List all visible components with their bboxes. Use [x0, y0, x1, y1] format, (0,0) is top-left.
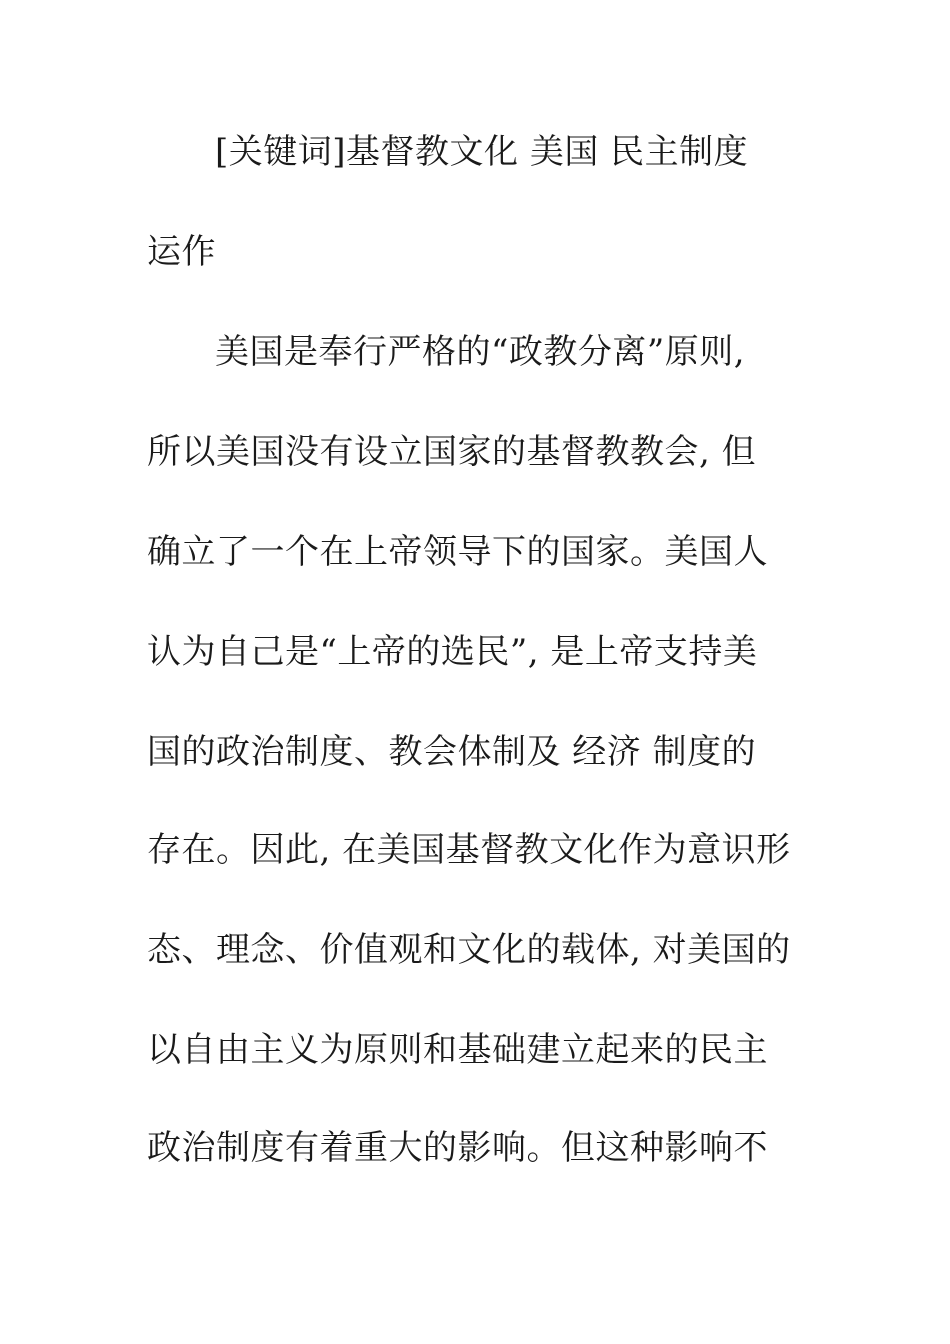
paragraph-line-6: 存在。因此, 在美国基督教文化作为意识形 [147, 830, 791, 870]
paragraph-line-1: 美国是奉行严格的“政教分离”原则, [215, 332, 746, 372]
paragraph-line-5: 国的政治制度、教会体制及 经济 制度的 [147, 732, 757, 772]
paragraph-line-7: 态、理念、价值观和文化的载体, 对美国的 [147, 930, 791, 970]
keywords-line: [关键词]基督教文化 美国 民主制度 [215, 132, 749, 172]
keywords-continuation-line: 运作 [147, 232, 216, 272]
paragraph-line-4: 认为自己是“上帝的选民”, 是上帝支持美 [147, 632, 758, 672]
paragraph-line-2: 所以美国没有设立国家的基督教教会, 但 [147, 432, 757, 472]
paragraph-line-8: 以自由主义为原则和基础建立起来的民主 [147, 1030, 768, 1070]
paragraph-line-9: 政治制度有着重大的影响。但这种影响不 [147, 1128, 768, 1168]
paragraph-line-3: 确立了一个在上帝领导下的国家。美国人 [147, 532, 768, 572]
